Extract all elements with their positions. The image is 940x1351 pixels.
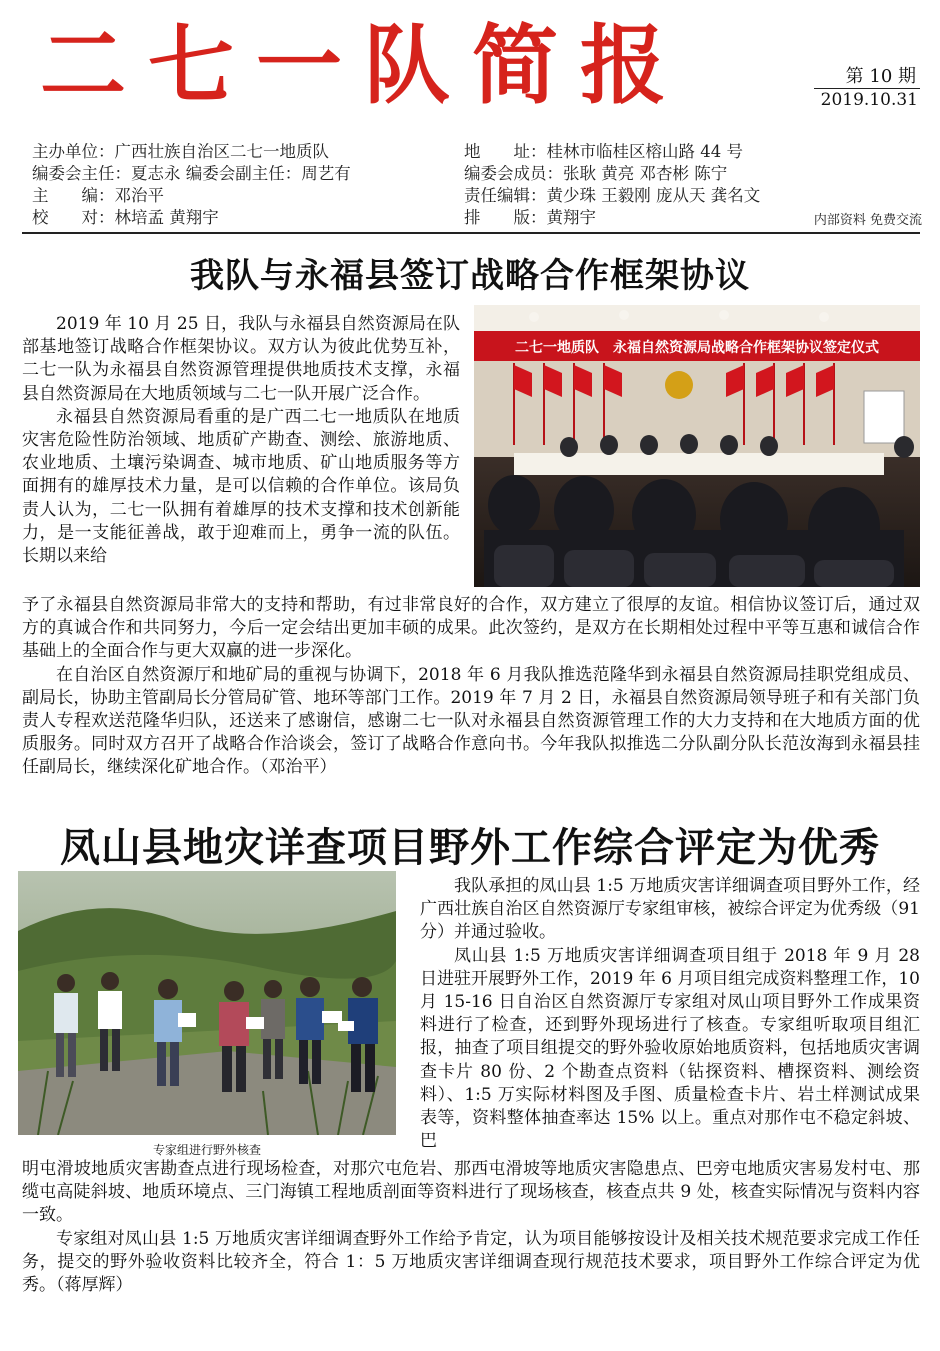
issue-number: 第 10 期 (814, 66, 920, 89)
header-divider (22, 232, 920, 234)
masthead-meta (32, 141, 922, 229)
article2-photo (18, 871, 396, 1135)
meta-chief-editor: 主 编：邓治平 (32, 186, 164, 205)
issue-info (814, 66, 920, 111)
article2-headline: 凤山县地灾详查项目野外工作综合评定为优秀 (60, 825, 880, 871)
meta-committee-chairs: 编委会主任：夏志永 编委会副主任：周艺有 (32, 164, 351, 183)
meta-sponsor: 主办单位：广西壮族自治区二七一地质队 (32, 142, 329, 161)
article2-paragraph: 凤山县 1:5 万地质灾害详细调查项目组于 2018 年 9 月 28 日进驻开展野外工作，2019 年 6 月项目组完成资料整理工作，10 月 15-16 日自治区自然资源厅专家组对凤山项目野外工作成果资料进行了检查，还到野外现场进行了核查。专家组听取项目组汇报，抽查了项目组提交的野外验收原始地质资料，包括地质灾害调查卡片 80 份、2 个勘查点资料（钻探资料、槽探资料、测绘资料）、1:5 万实际材料图及手图、质量检查卡片、岩土样测试成果表等，资料整体抽查率达 15% 以上。重点对那作屯不稳定斜坡、巴 (420, 945, 920, 1152)
article1-full-text (22, 594, 920, 780)
meta-responsible-editors: 责任编辑：黄少珠 王毅刚 庞从天 龚名文 (464, 186, 761, 205)
article2-paragraph: 明屯滑坡地质灾害勘查点进行现场检查，对那穴屯危岩、那西屯滑坡等地质灾害隐患点、巴旁屯地质灾害易发村屯、那缆屯高陡斜坡、地质环境点、三门海镇工程地质剖面等资料进行了现场核查，核查点共 9 处，核查实际情况与资料内容一致。 (22, 1159, 920, 1226)
article2-photo-caption: 专家组进行野外核查 (152, 1143, 261, 1157)
newsletter-title: 二七一队简报 (40, 15, 688, 116)
banner-text: 二七一地质队 永福自然资源局战略合作框架协议签定仪式 (515, 340, 879, 356)
article2-full-text (22, 1158, 920, 1297)
article1-paragraph: 2019 年 10 月 25 日，我队与永福县自然资源局在队部基地签订战略合作框架协议。双方认为彼此优势互补，二七一队为永福县自然资源管理提供地质技术支撑，永福县自然资源局在大地质领域与二七一队开展广泛合作。 (22, 314, 460, 404)
meta-committee-members: 编委会成员：张耿 黄亮 邓杏彬 陈宁 (464, 164, 728, 183)
article1-column-text (22, 313, 460, 568)
meta-note: 内部资料 免费交流 (813, 213, 922, 228)
meta-typesetter: 排 版：黄翔宇 (464, 208, 596, 227)
article2-paragraph: 专家组对凤山县 1:5 万地质灾害详细调查野外工作给予肯定，认为项目能够按设计及相关技术规范要求完成工作任务，提交的野外验收资料比较齐全，符合 1：5 万地质灾害详细调查现行规范技术要求，项目野外工作综合评定为优秀。（蒋厚辉） (22, 1228, 920, 1296)
issue-date: 2019.10.31 (820, 90, 918, 110)
meta-address: 地 址：桂林市临桂区榕山路 44 号 (464, 142, 743, 161)
article1-headline: 我队与永福县签订战略合作框架协议 (190, 256, 750, 296)
emblem-icon (665, 371, 693, 399)
signing-ceremony-photo (474, 305, 920, 587)
article1-paragraph: 永福县自然资源局看重的是广西二七一地质队在地质灾害危险性防治领域、地质矿产勘查、测绘、旅游地质、农业地质、土壤污染调查、城市地质、矿山地质服务等方面拥有的雄厚技术力量，是可以信赖的合作单位。该局负责人认为，二七一队拥有着雄厚的技术支撑和技术创新能力，是一支能征善战，敢于迎难而上，勇争一流的队伍。长期以来给 (22, 406, 460, 567)
meta-proofreaders: 校 对：林培孟 黄翔宇 (32, 208, 219, 227)
field-inspection-photo (18, 871, 396, 1135)
article1-paragraph: 予了永福县自然资源局非常大的支持和帮助，有过非常良好的合作，双方建立了很厚的友谊。相信协议签订后，通过双方的真诚合作和共同努力，今后一定会结出更加丰硕的成果。此次签约，是双方在长期相处过程中平等互惠和诚信合作基础上的全面合作与更大双赢的进一步深化。 (22, 595, 920, 662)
article1-paragraph: 在自治区自然资源厅和地矿局的重视与协调下，2018 年 6 月我队推选范隆华到永福县自然资源局挂职党组成员、副局长，协助主管副局长分管局矿管、地环等部门工作。2019 年 7 月 2 日，永福县自然资源局领导班子和有关部门负责人专程欢送范隆华归队，还送来了感谢信，感谢二七一队对永福县自然资源管理工作的大力支持和在大地质方面的优质服务。同时双方召开了战略合作洽谈会，签订了战略合作意向书。今年我队拟推选二分队副分队长范汝海到永福县挂任副局长，继续深化矿地合作。（邓治平） (22, 664, 920, 778)
article2-paragraph: 我队承担的凤山县 1:5 万地质灾害详细调查项目野外工作，经广西壮族自治区自然资源厅专家组审核，被综合评定为优秀级（91 分）并通过验收。 (420, 876, 920, 943)
article2-column-text (420, 875, 920, 1153)
masthead (0, 0, 940, 130)
article1-photo (474, 305, 920, 587)
